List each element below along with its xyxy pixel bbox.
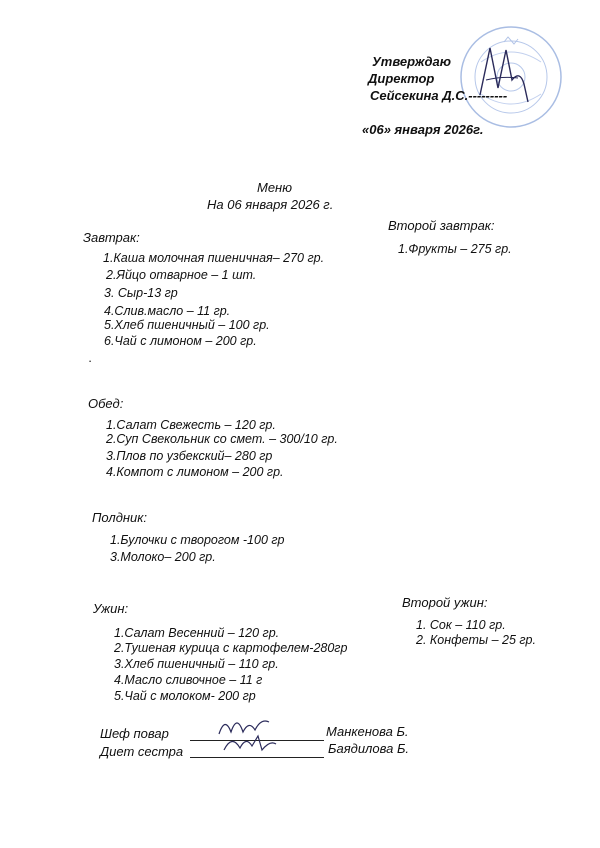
diet-name: Баядилова Б. <box>328 741 410 756</box>
chef-role: Шеф повар <box>100 726 169 741</box>
lunch-heading: Обед: <box>88 396 124 411</box>
dinner-item: 4.Масло сливочное – 11 г <box>114 673 263 687</box>
dinner-item: 3.Хлеб пшеничный – 110 гр. <box>114 657 279 671</box>
dinner-item: 2.Тушеная курица с картофелем-280гр <box>114 641 348 655</box>
chef-name: Манкенова Б. <box>326 724 409 739</box>
second-dinner-item: 2. Конфеты – 25 гр. <box>416 633 536 647</box>
lunch-item: 1.Салат Свежесть – 120 гр. <box>106 418 276 432</box>
breakfast-item: 1.Каша молочная пшеничная– 270 гр. <box>103 251 325 265</box>
snack-heading: Полдник: <box>92 510 148 525</box>
breakfast-item: 6.Чай с лимоном – 200 гр. <box>104 334 257 348</box>
dinner-item: 1.Салат Весенний – 120 гр. <box>114 626 280 640</box>
snack-item: 3.Молоко– 200 гр. <box>110 550 216 564</box>
lunch-item: 2.Суп Свекольник со смет. – 300/10 гр. <box>106 432 338 446</box>
breakfast-item: 4.Слив.масло – 11 гр. <box>104 304 231 318</box>
breakfast-item: 5.Хлеб пшеничный – 100 гр. <box>104 318 270 332</box>
breakfast-heading: Завтрак: <box>83 230 140 245</box>
snack-item: 1.Булочки с творогом -100 гр <box>110 533 285 547</box>
stray-dot: · <box>88 354 93 368</box>
lunch-item: 3.Плов по узбекский– 280 гр <box>106 449 273 463</box>
second-dinner-heading: Второй ужин: <box>402 595 488 610</box>
breakfast-item: 3. Сыр-13 гр <box>104 286 178 300</box>
second-dinner-item: 1. Сок – 110 гр. <box>416 618 506 632</box>
dinner-heading: Ужин: <box>93 601 129 616</box>
second-breakfast-item: 1.Фрукты – 275 гр. <box>398 242 512 256</box>
approval-position: Директор <box>368 71 435 86</box>
approval-name: Сейсекина Д.С.--------- <box>370 88 508 103</box>
dinner-item: 5.Чай с молоком- 200 гр <box>114 689 256 703</box>
breakfast-item: 2.Яйцо отварное – 1 шт. <box>106 268 257 282</box>
diet-signature <box>220 730 280 758</box>
diet-role: Диет сестра <box>100 744 184 759</box>
approval-approve: Утверждаю <box>372 54 451 69</box>
approval-date: «06» января 2026г. <box>362 122 484 137</box>
menu-date: На 06 января 2026 г. <box>207 197 334 212</box>
second-breakfast-heading: Второй завтрак: <box>388 218 495 233</box>
lunch-item: 4.Компот с лимоном – 200 гр. <box>106 465 284 479</box>
menu-title: Меню <box>257 180 292 195</box>
